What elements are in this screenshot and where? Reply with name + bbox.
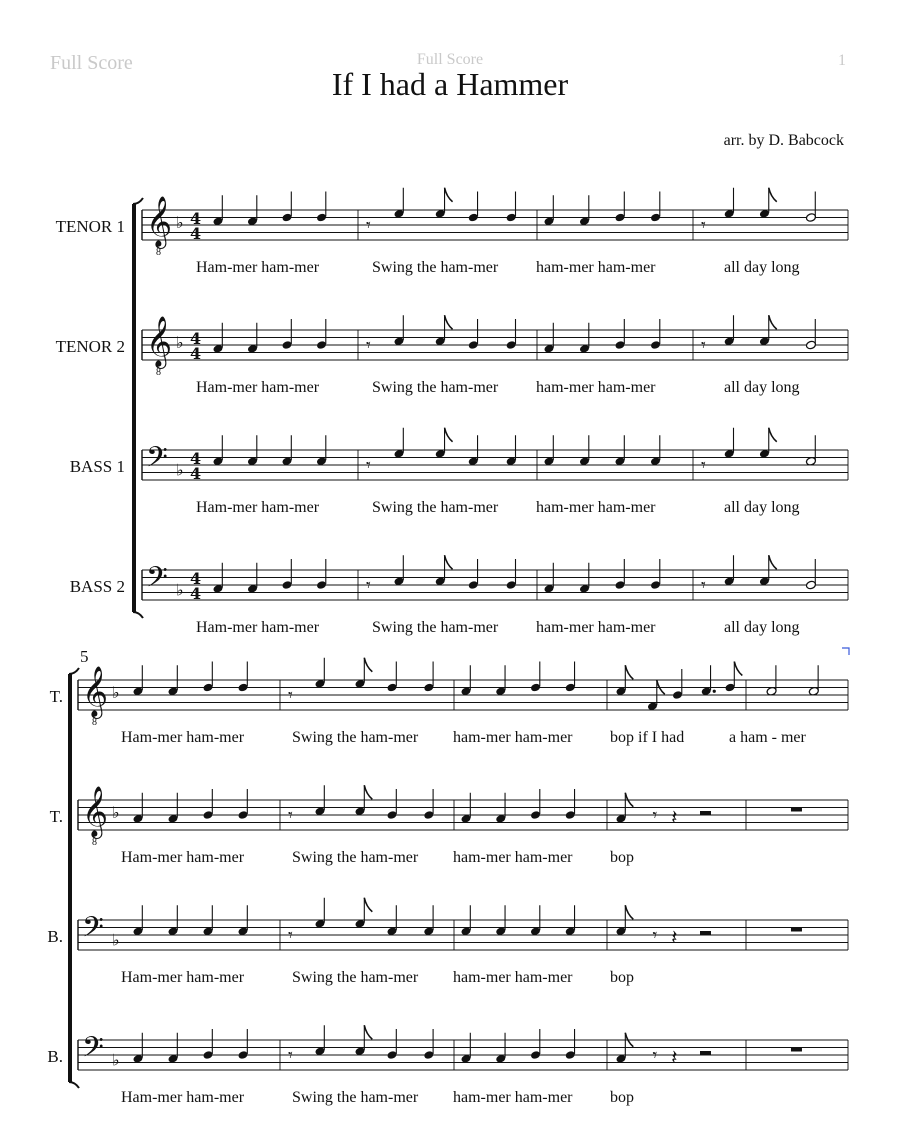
system-2-staff-3-m2-eighth-rest-icon: 𝄾 xyxy=(288,925,293,946)
system-2-staff-1-lyric-1: Ham-mer ham-mer xyxy=(121,729,245,746)
system-1-staff-4-lyric-2: Swing the ham-mer xyxy=(372,619,499,636)
system-2-staff-4-m4-eighth-rest-icon: 𝄾 xyxy=(652,1045,658,1066)
system-1-staff-3-lyric-2: Swing the ham-mer xyxy=(372,499,499,516)
system-1-staff-1-m2-eighth-rest-icon: 𝄾 xyxy=(366,215,371,236)
system-1-staff-4-time-num: 4 xyxy=(190,569,202,588)
system-2-staff-2-flat-icon: ♭ xyxy=(112,803,120,822)
system-1-staff-2-flat-icon: ♭ xyxy=(176,333,184,352)
system-2-staff-1-lyric-3: ham-mer ham-mer xyxy=(453,729,573,746)
system-1-staff-2-lyric-4: all day long xyxy=(724,379,800,396)
system-1-staff-1-time-den: 4 xyxy=(190,224,202,243)
system-2-bracket-cap-bottom xyxy=(69,1082,79,1088)
system-2-staff-2-m4-half-rest-icon xyxy=(700,811,711,815)
system-1-staff-3-m2-eighth-rest-icon: 𝄾 xyxy=(366,455,371,476)
system-2-staff-4-m2-eighth-rest-icon: 𝄾 xyxy=(288,1045,293,1066)
system-1-staff-2-m2-eighth-rest-icon: 𝄾 xyxy=(366,335,371,356)
score-title: If I had a Hammer xyxy=(331,66,569,102)
system-2-staff-3-m5-whole-rest-icon xyxy=(791,928,802,932)
system-1-staff-1-lyric-3: ham-mer ham-mer xyxy=(536,259,656,276)
system-2-staff-3-m4-half-rest-icon xyxy=(700,931,711,935)
system-2-staff-2-lyric-1: Ham-mer ham-mer xyxy=(121,849,245,866)
system-2-staff-4-m5-whole-rest-icon xyxy=(791,1048,802,1052)
system-1-staff-4-m4-note2-flag xyxy=(769,555,777,569)
system-2-staff-4-m2-note2-flag xyxy=(364,1025,372,1039)
system-1-staff-4-bass-clef-icon: 𝄢 xyxy=(146,561,168,601)
system-1-staff-4-flat-icon: ♭ xyxy=(176,580,184,600)
system-2-staff-3-lyric-2: Swing the ham-mer xyxy=(292,969,419,986)
system-2-staff-3-lyric-1: Ham-mer ham-mer xyxy=(121,969,245,986)
system-1-staff-2-m2-note2-flag xyxy=(445,315,453,329)
system-1-staff-2-lyric-2: Swing the ham-mer xyxy=(372,379,499,396)
system-2-staff-1-m2-note2-flag xyxy=(364,658,372,672)
system-2-staff-1-flat-icon: ♭ xyxy=(112,683,120,702)
system-2-staff-4-m4-quarter-rest-icon: 𝄽 xyxy=(671,1045,678,1069)
system-1-bracket-cap-top xyxy=(133,198,143,204)
system-2-staff-2-lyric-3: ham-mer ham-mer xyxy=(453,849,573,866)
corner-marker-icon xyxy=(842,648,849,655)
system-2-staff-3-name: B. xyxy=(47,927,63,946)
system-1-staff-1-lyric-2: Swing the ham-mer xyxy=(372,259,499,276)
system-1-staff-1-lyric-1: Ham-mer ham-mer xyxy=(196,259,320,276)
system-1-staff-1-treble-clef-icon: 𝄞 xyxy=(146,196,173,247)
system-2-staff-1-name: T. xyxy=(49,687,63,706)
system-1-staff-3-flat-icon: ♭ xyxy=(176,460,184,480)
system-1-staff-4-m4-eighth-rest-icon: 𝄾 xyxy=(701,575,706,596)
system-1-staff-4-m2-note2-flag xyxy=(445,555,453,569)
system-1-staff-1-m4-note2-flag xyxy=(769,188,777,202)
system-2-staff-2-treble-clef-icon: 𝄞 xyxy=(82,786,109,837)
system-2-staff-1-m4-dot xyxy=(713,690,716,693)
system-2-staff-1-lyric-5: a ham - mer xyxy=(729,729,806,746)
system-2-staff-1-treble-clef-icon: 𝄞 xyxy=(82,666,109,717)
system-1-staff-1-m2-note2-flag xyxy=(445,188,453,202)
system-1-staff-3-time-num: 4 xyxy=(190,449,202,468)
system-2-staff-4-lyric-1: Ham-mer ham-mer xyxy=(121,1089,245,1106)
system-2-staff-4-name: B. xyxy=(47,1047,63,1066)
system-2-staff-4-flat-icon: ♭ xyxy=(112,1050,120,1070)
system-2-staff-2-m4-quarter-rest-icon: 𝄽 xyxy=(671,805,678,829)
system-2-staff-2-lyric-2: Swing the ham-mer xyxy=(292,849,419,866)
system-2-staff-2-lyric-4: bop xyxy=(610,849,634,866)
system-1-staff-1-m4-eighth-rest-icon: 𝄾 xyxy=(701,215,706,236)
system-1-staff-2-treble-clef-icon-8: 8 xyxy=(156,367,161,378)
system-2-staff-2-m2-eighth-rest-icon: 𝄾 xyxy=(288,805,293,826)
system-2-staff-3-m2-note2-flag xyxy=(364,898,372,912)
system-1-staff-2-time-den: 4 xyxy=(190,344,202,363)
system-2-staff-3-lyric-3: ham-mer ham-mer xyxy=(453,969,573,986)
system-1-staff-3-name: BASS 1 xyxy=(69,457,125,476)
system-1-staff-2-lyric-3: ham-mer ham-mer xyxy=(536,379,656,396)
system-1-staff-3-time-den: 4 xyxy=(190,464,202,483)
system-1-staff-2-treble-clef-icon: 𝄞 xyxy=(146,316,173,367)
system-1-staff-1-lyric-4: all day long xyxy=(724,259,800,276)
system-1-staff-3-lyric-3: ham-mer ham-mer xyxy=(536,499,656,516)
system-2-staff-1-treble-clef-icon-8: 8 xyxy=(92,717,97,728)
system-2-staff-3-bass-clef-icon: 𝄢 xyxy=(82,911,104,951)
system-1-staff-2-m4-note2-flag xyxy=(769,315,777,329)
system-2-staff-2-m5-whole-rest-icon xyxy=(791,808,802,812)
system-1-staff-2-time-num: 4 xyxy=(190,329,202,348)
system-1-staff-3-bass-clef-icon: 𝄢 xyxy=(146,441,168,481)
system-2-staff-1-m4-note5-flag xyxy=(734,662,742,676)
system-1-staff-4-lyric-1: Ham-mer ham-mer xyxy=(196,619,320,636)
system-2-staff-3-flat-icon: ♭ xyxy=(112,930,120,950)
system-1-staff-2-name: TENOR 2 xyxy=(55,337,125,356)
system-1-bracket-cap-bottom xyxy=(133,612,143,618)
system-2-staff-4-lyric-4: bop xyxy=(610,1089,634,1106)
system-2-measure-number: 5 xyxy=(80,647,89,666)
system-2-staff-3-m4-eighth-rest-icon: 𝄾 xyxy=(652,925,658,946)
system-2-staff-3-m4-quarter-rest-icon: 𝄽 xyxy=(671,925,678,949)
system-1-staff-3-m2-note2-flag xyxy=(445,428,453,442)
running-header-left: Full Score xyxy=(50,52,133,74)
system-1-staff-4-m2-eighth-rest-icon: 𝄾 xyxy=(366,575,371,596)
system-1-staff-2-lyric-1: Ham-mer ham-mer xyxy=(196,379,320,396)
system-2-staff-3-lyric-4: bop xyxy=(610,969,634,986)
system-1-staff-1-treble-clef-icon-8: 8 xyxy=(156,247,161,258)
system-2-staff-2-treble-clef-icon-8: 8 xyxy=(92,837,97,848)
system-1-staff-3-lyric-1: Ham-mer ham-mer xyxy=(196,499,320,516)
system-2-staff-1-lyric-4: bop if I had xyxy=(610,729,685,746)
system-1-staff-1-name: TENOR 1 xyxy=(55,217,125,236)
system-1-staff-4-time-den: 4 xyxy=(190,584,202,603)
system-1-staff-1-flat-icon: ♭ xyxy=(176,213,184,232)
system-1-staff-3-m4-eighth-rest-icon: 𝄾 xyxy=(701,455,706,476)
system-2-staff-4-lyric-3: ham-mer ham-mer xyxy=(453,1089,573,1106)
system-1-staff-4-lyric-3: ham-mer ham-mer xyxy=(536,619,656,636)
system-2-staff-1-lyric-2: Swing the ham-mer xyxy=(292,729,419,746)
system-2-staff-1-m2-eighth-rest-icon: 𝄾 xyxy=(288,685,293,706)
page-number: 1 xyxy=(838,52,846,69)
system-1-staff-4-lyric-4: all day long xyxy=(724,619,800,636)
system-2-staff-1-m4-note1-flag xyxy=(625,665,633,679)
system-2-staff-4-m4-half-rest-icon xyxy=(700,1051,711,1055)
system-1-staff-2-m4-eighth-rest-icon: 𝄾 xyxy=(701,335,706,356)
system-2-bracket-cap-top xyxy=(69,668,79,674)
system-2-staff-2-m2-note2-flag xyxy=(364,785,372,799)
system-2-staff-2-name: T. xyxy=(49,807,63,826)
system-2-staff-4-bass-clef-icon: 𝄢 xyxy=(82,1031,104,1071)
arranger-credit: arr. by D. Babcock xyxy=(723,132,844,149)
system-1-staff-3-lyric-4: all day long xyxy=(724,499,800,516)
system-1-staff-4-name: BASS 2 xyxy=(69,577,125,596)
system-2-staff-2-m4-eighth-rest-icon: 𝄾 xyxy=(652,805,658,826)
running-header-center: Full Score xyxy=(416,51,484,68)
system-1-staff-1-time-num: 4 xyxy=(190,209,202,228)
system-2-staff-4-lyric-2: Swing the ham-mer xyxy=(292,1089,419,1106)
system-2-staff-3-m4-note-flag xyxy=(625,905,633,919)
system-1-staff-3-m4-note2-flag xyxy=(769,428,777,442)
